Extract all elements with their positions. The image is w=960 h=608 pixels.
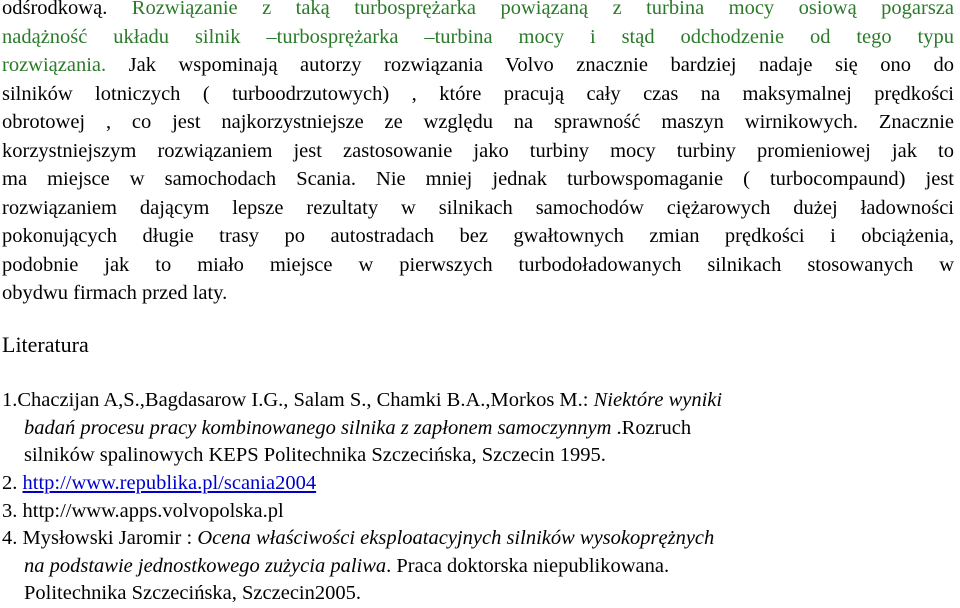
reference-4-line-3 (24, 580, 361, 607)
reference-text: silników spalinowych KEPS Politechnika Szczecińska, Szczecin 1995. (24, 444, 606, 466)
paragraph-line-3 (2, 51, 954, 80)
reference-2 (2, 470, 316, 497)
reference-1-line-1 (2, 387, 722, 414)
text-run-highlighted: rozwiązania. (2, 54, 129, 76)
paragraph-line-11 (2, 279, 954, 308)
paragraph-line-7 (2, 165, 954, 194)
reference-text: .Rozruch (611, 417, 692, 439)
reference-4-line-2 (24, 553, 669, 580)
reference-1-line-3 (24, 442, 606, 469)
text-run: pokonujących długie trasy po autostradach bez gwałtownych zmian prędkości i obciążenia, (2, 225, 954, 247)
reference-title: badań procesu pracy kombinowanego silnika z zapłonem samoczynnym (24, 417, 612, 439)
paragraph-line-8 (2, 194, 954, 223)
reference-text: 3. http://www.apps.volvopolska.pl (2, 500, 284, 522)
paragraph-line-1 (2, 0, 954, 23)
section-heading-literatura: Literatura (2, 332, 89, 357)
reference-authors: 4. Mysłowski Jaromir : (2, 527, 198, 549)
paragraph-line-9 (2, 222, 954, 251)
reference-1-line-2 (24, 415, 691, 442)
text-run-highlighted: Rozwiązanie z taką turbosprężarka powiązaną z turbina mocy osiową pogarsza (131, 0, 954, 19)
text-run: silników lotniczych ( turboodrzutowych) , które pracują cały czas na maksymalnej prędkości (2, 83, 954, 105)
reference-title: Ocena właściwości eksploatacyjnych silników wysokoprężnych (197, 527, 715, 549)
reference-number: 2. (2, 472, 23, 494)
paragraph-line-10 (2, 251, 954, 280)
text-run: korzystniejszym rozwiązaniem jest zastosowanie jako turbiny mocy turbiny promieniowej jak to (2, 140, 954, 162)
paragraph-line-4 (2, 80, 954, 109)
text-run: Jak wspominają autorzy rozwiązania Volvo znacznie bardziej nadaje się ono do (128, 54, 954, 76)
reference-title: Niektóre wyniki (593, 389, 723, 411)
reference-authors: 1.Chaczijan A,S.,Bagdasarow I.G., Salam S., Chamki B.A.,Morkos M.: (2, 389, 594, 411)
paragraph-line-6 (2, 137, 954, 166)
text-run-highlighted: nadążność układu silnik –turbosprężarka –turbina mocy i stąd odchodzenie od tego typu (2, 26, 954, 48)
text-run: odśrodkową. (2, 0, 132, 19)
reference-text: Politechnika Szczecińska, Szczecin2005. (24, 582, 361, 604)
reference-4-line-1 (2, 525, 714, 552)
paragraph-line-2 (2, 23, 954, 52)
text-run: obrotowej , co jest najkorzystniejsze ze względu na sprawność maszyn wirnikowych. Znacznie (2, 111, 954, 133)
reference-title: na podstawie jednostkowego zużycia paliwa (24, 555, 387, 577)
text-run: obydwu firmach przed laty. (2, 282, 228, 304)
reference-text: . Praca doktorska niepublikowana. (386, 555, 670, 577)
paragraph-line-5 (2, 108, 954, 137)
reference-link-scania[interactable]: http://www.republika.pl/scania2004 (22, 472, 317, 494)
text-run: podobnie jak to miało miejsce w pierwszych turbodoładowanych silnikach stosowanych w (2, 254, 954, 276)
text-run: ma miejsce w samochodach Scania. Nie mniej jednak turbowspomaganie ( turbocompaund) jest (2, 168, 954, 190)
text-run: rozwiązaniem dającym lepsze rezultaty w silnikach samochodów ciężarowych dużej ładowności (2, 197, 954, 219)
reference-3 (2, 498, 284, 525)
